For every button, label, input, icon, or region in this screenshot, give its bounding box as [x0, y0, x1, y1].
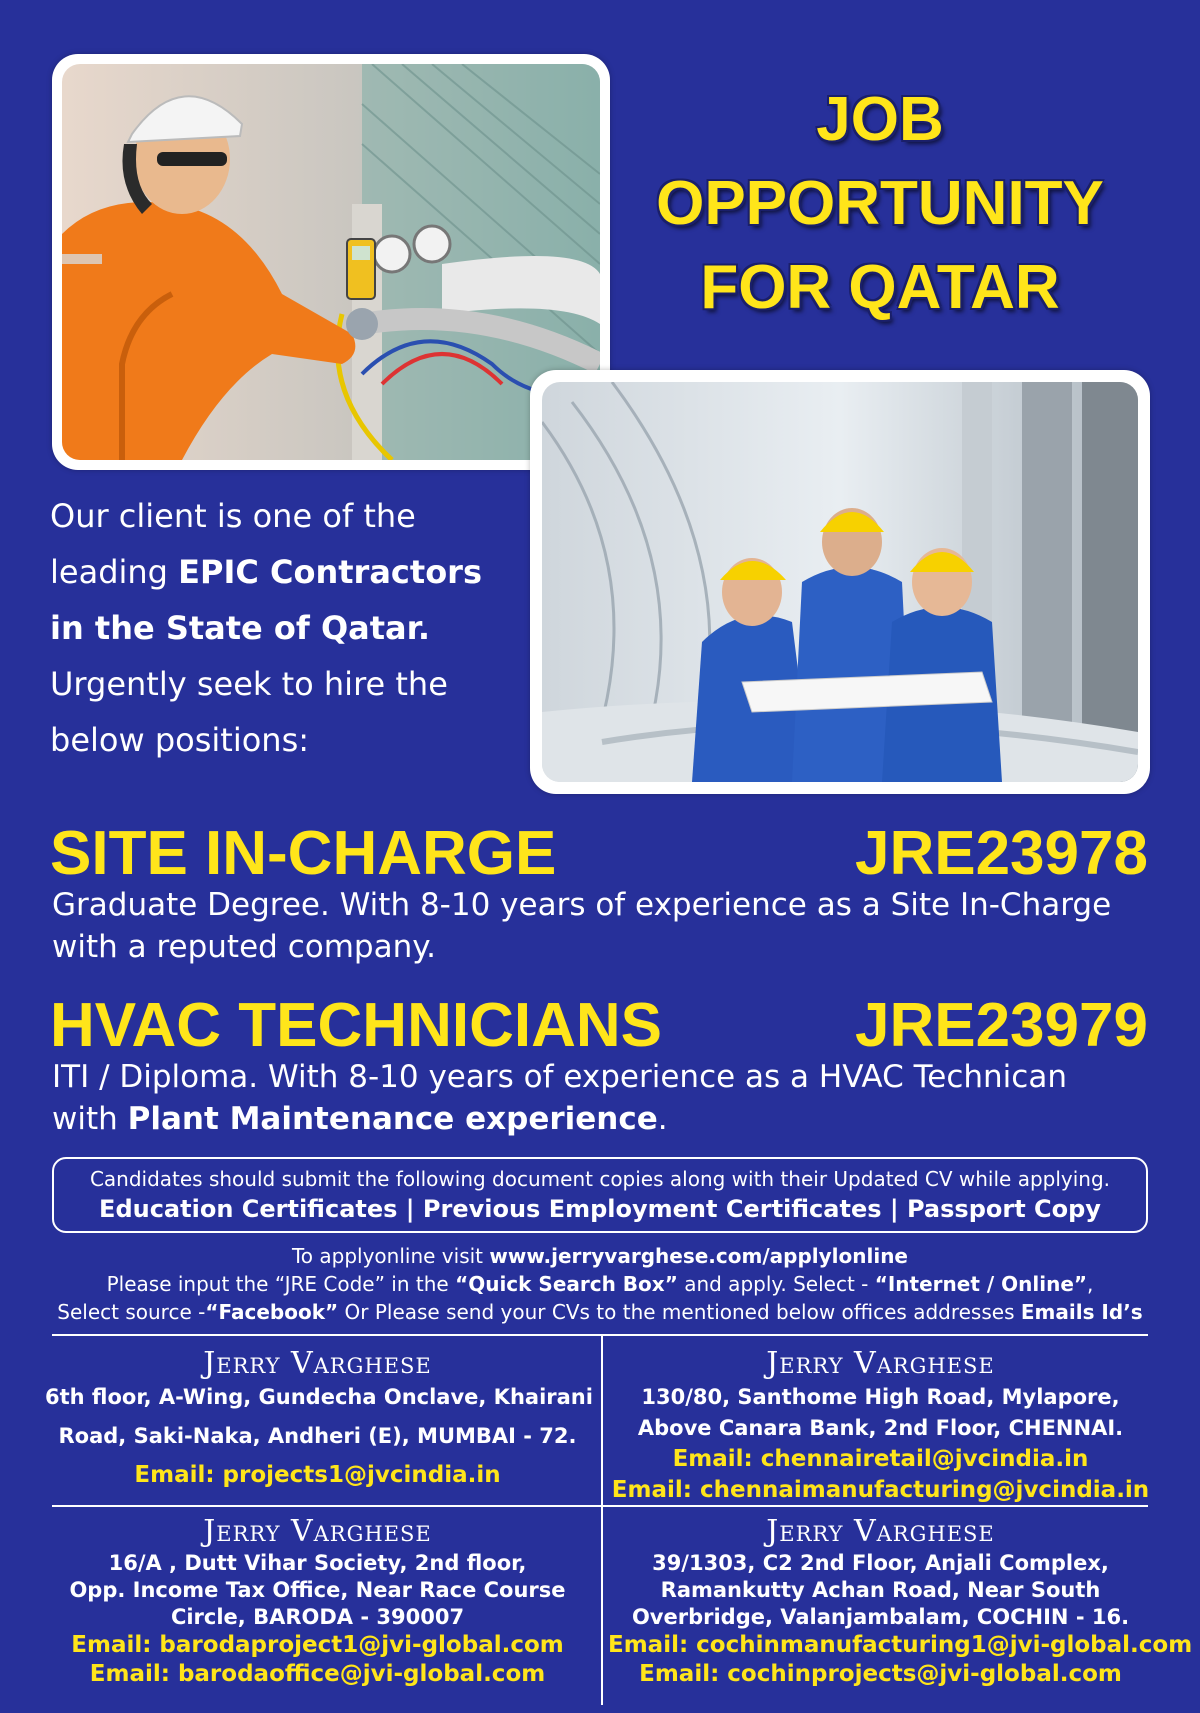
divider-top — [52, 1334, 1148, 1336]
apply-line-2-b: “Quick Search Box” — [455, 1272, 678, 1296]
headline-line-3: FOR QATAR — [700, 253, 1060, 322]
office-chennai-address-2: Above Canara Bank, 2nd Floor, CHENNAI. — [637, 1416, 1124, 1440]
office-baroda-email-2[interactable]: Email: barodaoffice@jvi-global.com — [89, 1661, 546, 1687]
apply-line-2 — [30, 1270, 1170, 1298]
office-mumbai-name: Jerry Varghese — [203, 1346, 432, 1381]
office-chennai-email-1[interactable]: Email: chennairetail@jvcindia.in — [672, 1446, 1089, 1472]
intro-line-3 — [50, 600, 530, 656]
job-desc-site-in-charge — [52, 884, 1162, 968]
intro-line-2 — [50, 544, 530, 600]
office-cochin — [608, 1514, 1193, 1689]
apply-url-link[interactable]: www.jerryvarghese.com/applylonline — [489, 1244, 908, 1268]
headline-line-2: OPPORTUNITY — [656, 169, 1104, 238]
office-baroda-email-1[interactable]: Email: barodaproject1@jvi-global.com — [71, 1632, 564, 1658]
job-code-hvac-technicians: JRE23979 — [854, 991, 1148, 1060]
office-baroda-address-3: Circle, BARODA - 390007 — [170, 1605, 465, 1629]
documents-instruction: Candidates should submit the following document copies along with their Updated CV while applying. — [89, 1167, 1111, 1191]
intro-line-1: Our client is one of the — [50, 497, 416, 535]
office-cochin-name: Jerry Varghese — [766, 1514, 995, 1549]
hvac-technician-illustration — [62, 64, 600, 460]
apply-line-3-b: “Facebook” — [205, 1300, 339, 1324]
job-desc-site-in-charge-line-2: with a reputed company. — [52, 929, 437, 965]
hvac-technician-photo — [62, 64, 600, 460]
apply-line-2-d: “Internet / Online” — [874, 1272, 1088, 1296]
office-mumbai — [45, 1346, 593, 1491]
office-chennai-address-1: 130/80, Santhome High Road, Mylapore, — [641, 1385, 1120, 1409]
intro-line-2-bold: EPIC Contractors — [178, 553, 482, 591]
office-cochin-email-1[interactable]: Email: cochinmanufacturing1@jvi-global.com — [608, 1632, 1193, 1658]
apply-line-3-d: Emails Id’s — [1020, 1300, 1143, 1324]
apply-line-3 — [30, 1298, 1170, 1326]
office-baroda-address-2: Opp. Income Tax Office, Near Race Course — [69, 1578, 566, 1602]
intro-line-2-text: leading — [50, 553, 179, 591]
apply-line-1-text: To applyonline visit — [291, 1244, 490, 1268]
office-chennai-name: Jerry Varghese — [766, 1346, 995, 1381]
headline — [600, 78, 1160, 330]
apply-line-2-c: and apply. Select - — [677, 1272, 875, 1296]
office-cochin-email-2[interactable]: Email: cochinprojects@jvi-global.com — [639, 1661, 1122, 1687]
job-desc-hvac-line-2-bold: Plant Maintenance experience — [127, 1101, 658, 1137]
intro-line-5: below positions: — [50, 721, 310, 759]
job-code-site-in-charge: JRE23978 — [854, 819, 1148, 888]
job-desc-hvac-line-1: ITI / Diploma. With 8-10 years of experience as a HVAC Technican — [52, 1059, 1067, 1095]
office-cochin-address-3: Overbridge, Valanjambalam, COCHIN - 16. — [631, 1605, 1130, 1629]
job-desc-hvac-technicians — [52, 1056, 1162, 1140]
apply-line-2-e: , — [1087, 1272, 1094, 1296]
intro-text — [50, 488, 530, 768]
documents-list: Education Certificates | Previous Employment Certificates | Passport Copy — [99, 1195, 1101, 1223]
engineers-photo — [542, 382, 1138, 782]
job-desc-hvac-line-2-post: . — [657, 1101, 668, 1137]
apply-line-2-a: Please input the “JRE Code” in the — [106, 1272, 456, 1296]
apply-line-1 — [30, 1242, 1170, 1270]
job-title-hvac-technicians: HVAC TECHNICIANS — [50, 991, 662, 1060]
office-chennai-email-2[interactable]: Email: chennaimanufacturing@jvcindia.in — [611, 1477, 1150, 1503]
job-title-site-in-charge: SITE IN-CHARGE — [50, 819, 557, 888]
office-baroda-address-1: 16/A , Dutt Vihar Society, 2nd floor, — [108, 1551, 527, 1575]
intro-line-4: Urgently seek to hire the — [50, 665, 448, 703]
office-mumbai-address-1: 6th floor, A-Wing, Gundecha Onclave, Khairani — [45, 1385, 593, 1409]
engineers-illustration — [542, 382, 1138, 782]
headline-line-1: JOB — [816, 85, 944, 154]
office-mumbai-email-1[interactable]: Email: projects1@jvcindia.in — [134, 1462, 501, 1488]
office-cochin-address-1: 39/1303, C2 2nd Floor, Anjali Complex, — [652, 1551, 1109, 1575]
divider-vertical — [601, 1334, 603, 1705]
office-cochin-address-2: Ramankutty Achan Road, Near South — [660, 1578, 1101, 1602]
apply-line-3-c: Or Please send your CVs to the mentioned below offices addresses — [338, 1300, 1021, 1324]
job-desc-hvac-line-2 — [52, 1098, 1162, 1140]
office-chennai — [608, 1346, 1153, 1506]
job-desc-hvac-line-2-pre: with — [52, 1101, 128, 1137]
apply-line-3-a: Select source - — [57, 1300, 206, 1324]
apply-instructions — [30, 1242, 1170, 1326]
intro-line-3-bold: in the State of Qatar. — [50, 609, 430, 647]
office-mumbai-address-2: Road, Saki-Naka, Andheri (E), MUMBAI - 72. — [58, 1424, 577, 1448]
office-baroda-name: Jerry Varghese — [203, 1514, 432, 1549]
required-documents-box — [52, 1157, 1148, 1233]
job-desc-site-in-charge-line-1: Graduate Degree. With 8-10 years of experience as a Site In-Charge — [52, 887, 1112, 923]
office-baroda — [45, 1514, 590, 1689]
